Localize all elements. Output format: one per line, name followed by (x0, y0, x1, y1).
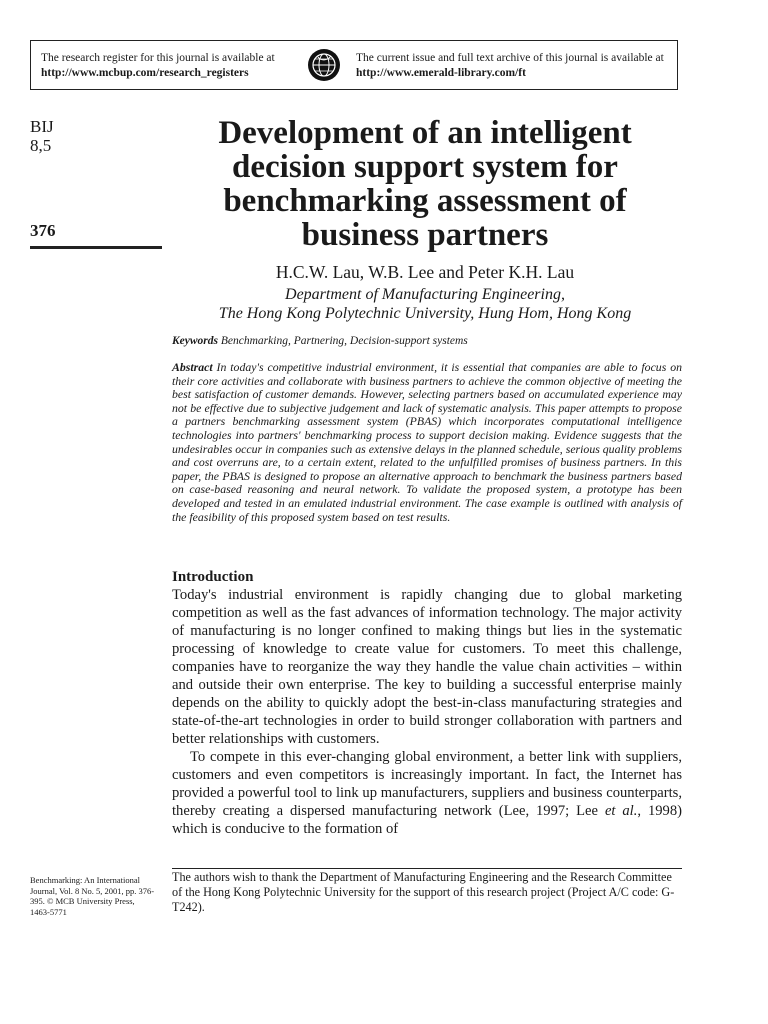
abstract-label: Abstract (172, 360, 213, 374)
page-number-rule (30, 246, 162, 249)
et-al: et al. (604, 803, 638, 819)
full-text-archive-url[interactable]: http://www.emerald-library.com/ft (356, 67, 526, 79)
introduction-heading: Introduction (172, 569, 254, 585)
intro-paragraph-1: Today's industrial environment is rapidly changing due to global marketing competition as well as the fast advances of information technology. The major activity of manufacturing is no longer confined to making things but lies in the systematic processing of knowledge to create value for customers. To meet this challenge, companies have to reorganize the way they handle the value chain activities – within and outside their own enterprise. The key to building a successful enterprise mainly depends on the ability to quickly adopt the best-in-class manufacturing strategies and state-of-the-art technologies in order to build stronger collaboration with partners and better relationships with customers. (172, 587, 682, 747)
page-number: 376 (30, 221, 56, 240)
journal-citation: Benchmarking: An International Journal, Vol. 8 No. 5, 2001, pp. 376-395. © MCB University Press, 1463-5771 (30, 875, 155, 917)
author-affiliation (172, 285, 678, 323)
journal-abbr: BIJ (30, 117, 54, 136)
article-title: Development of an intelligent decision support system for benchmarking assessment of business partners (218, 115, 632, 253)
keywords-list: Benchmarking, Partnering, Decision-support systems (220, 335, 468, 347)
footnote-rule (172, 868, 682, 869)
intro-paragraph-2-start: To compete in this ever-changing global environment, a better link with suppliers, customers and even competitors is increasingly important. In fact, the Internet has provided a powerful tool to link up manufacturers, suppliers and business counterparts, thereby creating a dispersed manufacturing network (Lee, 1997; Lee (172, 749, 682, 819)
abstract-text: In today's competitive industrial environment, it is essential that companies are able to focus on their core activities and collaborate with business partners to achieve the common objective of meeting the best satisfaction of customer demands. However, selecting partners based on accumulated experience may not be effective due to subjective judgement and lack of systematic analysis. This paper attempts to propose a partners benchmarking assessment system (PBAS) which incorporates computational intelligence technologies into partners' benchmarking process to support decision making. Evidence suggests that the undesirables occur in companies such as extensive delays in the planned schedule, serious quality problems and cost overruns are, to a certain extent, related to the unfulfilled promises of business partners. In this paper, the PBAS is designed to propose an alternative approach to benchmark the business partners based on case-based reasoning and neural network. To validate the proposed system, a prototype has been developed and tested in an emulated industrial environment. The case example is outlined with analysis of the feasibility of this proposed system based on test results. (172, 360, 682, 524)
research-register-url[interactable]: http://www.mcbup.com/research_registers (41, 67, 249, 79)
keywords (172, 335, 682, 347)
affiliation-department: Department of Manufacturing Engineering, (285, 286, 565, 303)
intro-paragraph-2 (172, 748, 682, 838)
abstract (172, 361, 682, 524)
acknowledgement-footnote: The authors wish to thank the Department of Manufacturing Engineering and the Research Committee of the Hong Kong Polytechnic University for the support of this research project (Project A/C code: G-T242). (172, 870, 675, 914)
journal-code (30, 117, 54, 155)
introduction-body (172, 586, 682, 838)
intro-paragraph-2-end: , 1998) which is conducive to the formation of (172, 803, 682, 837)
full-text-archive-note (356, 51, 664, 81)
keywords-label: Keywords (172, 335, 218, 347)
article-authors: H.C.W. Lau, W.B. Lee and Peter K.H. Lau (275, 262, 575, 282)
globe-icon (307, 48, 341, 82)
research-register-note (41, 51, 275, 81)
volume-issue: 8,5 (30, 136, 52, 155)
full-text-archive-text: The current issue and full text archive of this journal is available at (356, 52, 664, 64)
research-register-text: The research register for this journal is available at (41, 52, 275, 64)
journal-header-box (30, 40, 678, 90)
affiliation-university: The Hong Kong Polytechnic University, Hung Hom, Hong Kong (218, 305, 632, 322)
